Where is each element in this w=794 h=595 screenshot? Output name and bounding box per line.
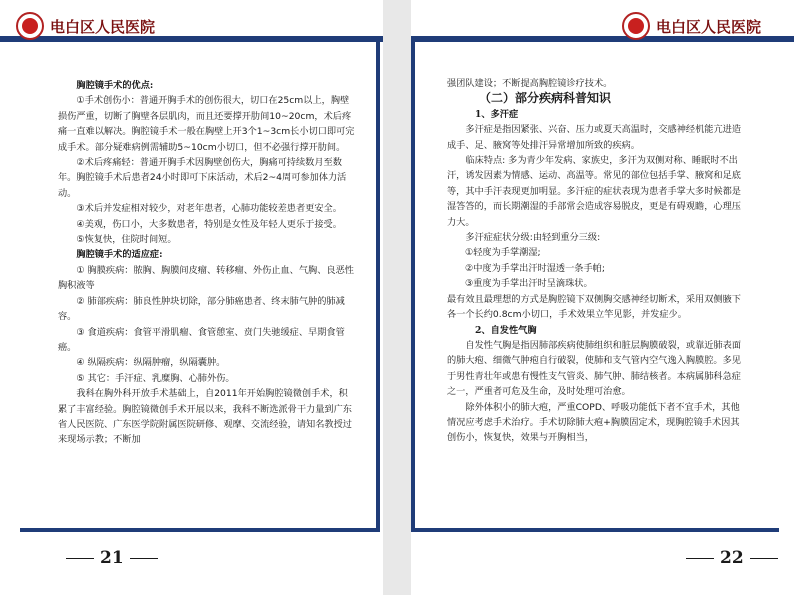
section-heading: 胸腔镜手术的适应症: (76, 249, 163, 261)
paragraph: 除外体积小的肺大疱，严重COPD、呼吸功能低下者不宜手术，其他情况应考虑手术治疗。手术切除肺大疱+胸膜固定术，现胸腔镜手术因其创伤小，恢复快，效果与开胸相当， (447, 401, 740, 444)
left-page-body (58, 78, 356, 448)
paragraph: 临床特点: 多为青少年发病、家族史，多汗为双侧对称、睡眠时不出汗，诱发因素为情感、运动、高温等。常见的部位包括手掌、腋窝和足底等，其中手汗表现更加明显。多汗症的症状表现为患者手掌大多时候都是湿答答的，而长期潮湿的手部常会造成容易脱皮，更是有碍观瞻，心理压力大。 (447, 155, 741, 228)
left-header (16, 12, 155, 40)
subsection-heading: 1、多汗症 (475, 108, 519, 120)
paragraph: 强团队建设；不断提高胸腔镜诊疗技术。 (447, 78, 613, 89)
subsection-heading: 2、自发性气胸 (475, 324, 537, 336)
right-page-number (680, 548, 784, 568)
hospital-logo-icon (16, 12, 44, 40)
page-number: 22 (720, 548, 744, 568)
left-bottom-rule (20, 528, 380, 532)
list-item: ②中度为手掌出汗时湿透一条手帕; (465, 262, 605, 274)
paragraph: 自发性气胸是指因肺部疾病使肺组织和脏层胸膜破裂，或靠近肺表面的肺大疱、细微气肿疱自行破裂，使肺和支气管内空气逸入胸膜腔。多见于男性青壮年或患有慢性支气管炎、肺气肿、肺结核者。本病属肺科急症之一，严重者可危及生命，及时处理可治愈。 (447, 339, 742, 398)
paragraph: ① 胸膜疾病：脓胸、胸膜间皮瘤、转移瘤、外伤止血、气胸、良恶性胸积液等 (58, 264, 354, 292)
page-number: 21 (100, 548, 124, 568)
paragraph: ②术后疼痛轻：普通开胸手术因胸壁创伤大，胸痛可持续数月至数年。胸腔镜手术后患者24小时即可下床活动，术后2~4周可参加体力活动。 (58, 157, 347, 199)
list-item: ①轻度为手掌潮湿; (465, 247, 541, 259)
right-header (622, 12, 761, 40)
paragraph: ④ 纵隔疾病：纵隔肿瘤，纵隔囊肿。 (76, 357, 226, 369)
section-heading: 胸腔镜手术的优点: (76, 80, 154, 91)
left-side-rule (376, 36, 380, 532)
left-page-number (60, 548, 164, 568)
paragraph: ⑤ 其它：手汗症、乳糜胸、心肺外伤。 (76, 372, 235, 384)
paragraph: ③术后并发症相对较少，对老年患者，心肺功能较差患者更安全。 (76, 203, 342, 215)
hospital-logo-icon (622, 12, 650, 40)
chapter-heading: （二）部分疾病科普知识 (479, 91, 612, 106)
book-spine (383, 0, 411, 595)
paragraph: ①手术创伤小：普通开胸手术的创伤很大，切口在25cm以上，胸壁损伤严重，切断了胸壁各层肌肉，而且还要撑开肋间10~20cm，术后疼痛一直难以解决。胸腔镜手术一般在胸壁上开3个1~3cm长小切口即可完成手术。部分疑难病例需辅助5~10cm小切口，但不必强行撑开肋间。 (58, 95, 355, 153)
paragraph: ④美观，伤口小，大多数患者，特别是女性及年轻人更乐于接受。 (76, 218, 342, 230)
paragraph: 多汗症症状分级:由轻到重分三级: (465, 232, 601, 244)
paragraph: 多汗症是指因紧张、兴奋、压力或夏天高温时，交感神经机能亢进造成手、足、腋窝等处排汗异常增加所致的疾病。 (447, 124, 742, 151)
paragraph: ⑤恢复快，住院时间短。 (76, 234, 177, 246)
hospital-name: 电白区人民医院 (656, 17, 762, 36)
paragraph: ③ 食道疾病：食管平滑肌瘤、食管憩室、贲门失驰缓症、早期食管癌。 (58, 326, 345, 353)
right-bottom-rule (411, 528, 779, 532)
list-item: ③重度为手掌出汗时呈滴珠状。 (465, 278, 593, 290)
paragraph: 最有效且最理想的方式是胸腔镜下双侧胸交感神经切断术，采用双侧腋下各一个长约0.8cm小切口，手术效果立竿见影，并发症少。 (447, 293, 741, 321)
right-side-rule (411, 36, 415, 532)
right-page-body (447, 76, 745, 446)
hospital-name: 电白区人民医院 (50, 17, 156, 36)
paragraph: ② 肺部疾病：肺良性肿块切除，部分肺癌患者、终末肺气肿的肺减容。 (58, 295, 345, 323)
paragraph: 我科在胸外科开放手术基础上，自2011年开始胸腔镜微创手术，积累了丰富经验。胸腔镜微创手术开展以来，我科不断选派骨干力量到广东省人民医院、广东医学院附属医院研修、观摩、交流经验，请知名教授过来现场示教；不断加 (58, 388, 352, 446)
